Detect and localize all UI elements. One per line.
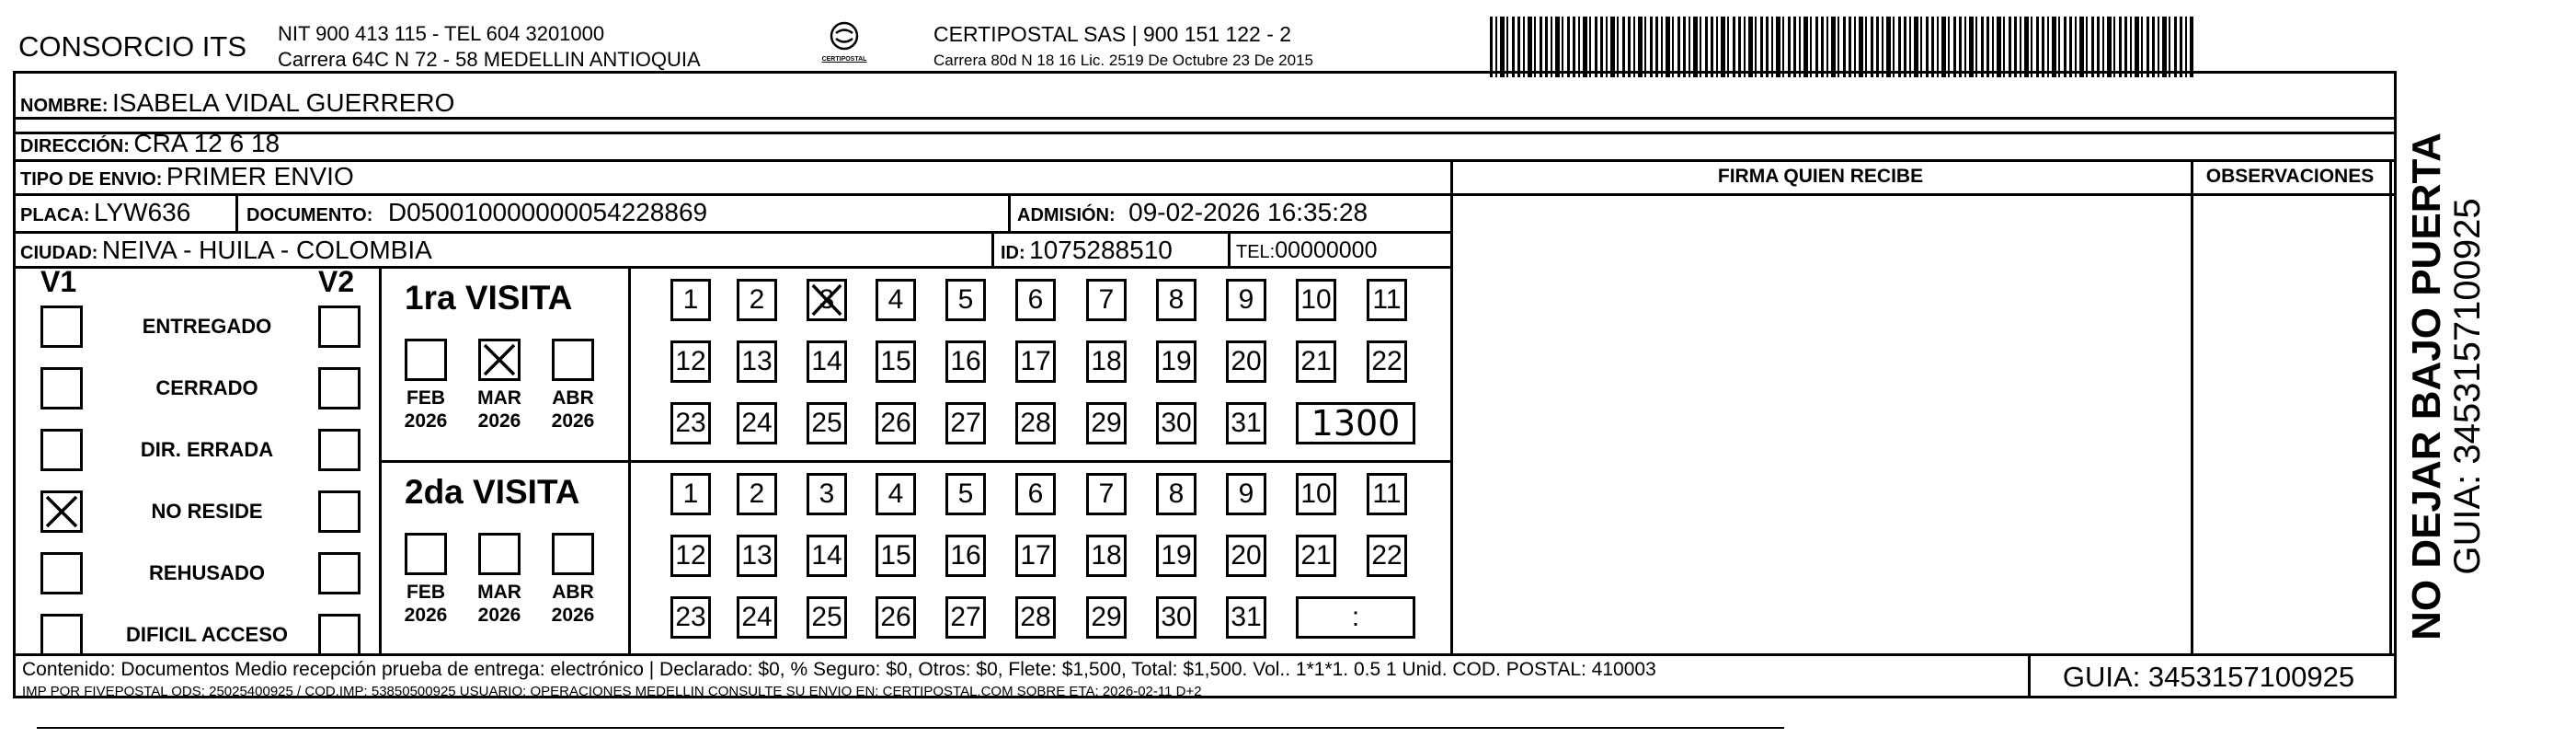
day-box[interactable]: 6 (1015, 279, 1056, 321)
day-box[interactable]: 24 (737, 402, 777, 444)
status-label: NO RESIDE (151, 500, 263, 523)
certipostal-logo: CERTIPOSTAL (817, 20, 872, 68)
status-v1-checkbox[interactable] (40, 306, 83, 348)
day-box[interactable]: 9 (1226, 473, 1266, 515)
day-box[interactable]: 22 (1367, 535, 1407, 577)
certipostal-logo-icon (826, 20, 863, 52)
id-row: ID: 1075288510 (1001, 236, 1173, 264)
day-box[interactable]: 5 (945, 473, 986, 515)
day-box[interactable]: 28 (1015, 402, 1056, 444)
month-checkbox[interactable] (478, 339, 521, 381)
city: NEIVA - HUILA - COLOMBIA (101, 236, 432, 264)
day-box[interactable]: 7 (1086, 473, 1127, 515)
day-box[interactable]: 30 (1156, 402, 1196, 444)
day-box[interactable]: 20 (1226, 340, 1266, 383)
recipient-tel: 00000000 (1275, 237, 1378, 263)
day-box[interactable]: 9 (1226, 279, 1266, 321)
day-box[interactable]: 1 (670, 473, 711, 515)
month-checkbox[interactable] (552, 533, 594, 575)
document-row: DOCUMENTO: D050010000000054228869 (246, 198, 708, 226)
company-nit: NIT 900 413 115 - TEL 604 3201000 (278, 22, 605, 45)
day-box[interactable]: 2 (737, 279, 777, 321)
day-box[interactable]: 29 (1086, 596, 1127, 639)
month-checkbox[interactable] (552, 339, 594, 381)
side-notice-warning: NO DEJAR BAJO PUERTA (2404, 133, 2449, 640)
day-box[interactable]: 4 (876, 279, 916, 321)
day-box[interactable]: 23 (670, 596, 711, 639)
status-v1-checkbox[interactable] (40, 429, 83, 471)
day-box[interactable]: 2 (737, 473, 777, 515)
status-label: DIR. ERRADA (140, 438, 274, 461)
status-label: CERRADO (155, 376, 258, 399)
admission-row: ADMISIÓN: 09-02-2026 16:35:28 (1017, 198, 1368, 226)
day-box[interactable]: 7 (1086, 279, 1127, 321)
signature-area[interactable] (1453, 195, 2189, 652)
carrier-name: CERTIPOSTAL SAS | 900 151 122 - 2 (933, 22, 1292, 46)
visit-time-box[interactable]: 1300 (1296, 402, 1415, 444)
day-box[interactable]: 19 (1156, 340, 1196, 383)
day-box[interactable]: 11 (1367, 279, 1407, 321)
day-box[interactable]: 30 (1156, 596, 1196, 639)
day-box[interactable]: 17 (1015, 535, 1056, 577)
day-box[interactable]: 3 (807, 279, 847, 321)
footer-guia: GUIA: 3453157100925 (2062, 661, 2355, 693)
month-label: ABR 2026 (551, 387, 595, 432)
v2-header: V2 (318, 265, 355, 298)
admission-date: 09-02-2026 16:35:28 (1128, 198, 1368, 226)
day-box[interactable]: 15 (876, 340, 916, 383)
tel-row: TEL:00000000 (1236, 237, 1378, 263)
day-box[interactable]: 29 (1086, 402, 1127, 444)
day-box[interactable]: 14 (807, 535, 847, 577)
status-label: ENTREGADO (142, 315, 272, 338)
day-box[interactable]: 26 (876, 596, 916, 639)
side-notice (2406, 133, 2487, 640)
status-v2-checkbox[interactable] (318, 429, 361, 471)
day-box[interactable]: 24 (737, 596, 777, 639)
recipient-name-row: NOMBRE: ISABELA VIDAL GUERRERO (20, 88, 455, 117)
month-label: MAR 2026 (477, 387, 521, 432)
month-label: FEB 2026 (404, 387, 448, 432)
day-box[interactable]: 6 (1015, 473, 1056, 515)
day-box[interactable]: 12 (670, 340, 711, 383)
day-box[interactable]: 18 (1086, 535, 1127, 577)
city-row: CIUDAD: NEIVA - HUILA - COLOMBIA (20, 236, 432, 264)
recipient-address-row: DIRECCIÓN: CRA 12 6 18 (20, 129, 280, 157)
month-checkbox[interactable] (478, 533, 521, 575)
document-number: D050010000000054228869 (387, 198, 708, 226)
day-box[interactable]: 20 (1226, 535, 1266, 577)
day-box[interactable]: 10 (1296, 279, 1336, 321)
recipient-id: 1075288510 (1029, 236, 1173, 264)
month-label: ABR 2026 (551, 582, 595, 626)
side-notice-guia: GUIA: 3453157100925 (2447, 198, 2488, 575)
status-label: DIFICIL ACCESO (125, 623, 288, 646)
status-v2-checkbox[interactable] (318, 306, 361, 348)
v1-header: V1 (40, 265, 77, 298)
plate-number: LYW636 (94, 198, 191, 226)
plate-row: PLACA: LYW636 (20, 198, 191, 226)
recipient-address: CRA 12 6 18 (133, 129, 280, 157)
send-type: PRIMER ENVIO (166, 162, 354, 190)
day-box[interactable]: 8 (1156, 473, 1196, 515)
visit-title: 2da VISITA (405, 473, 580, 511)
barcode (1490, 17, 2193, 77)
day-box[interactable]: 19 (1156, 535, 1196, 577)
day-box[interactable]: 23 (670, 402, 711, 444)
status-label: REHUSADO (149, 561, 265, 584)
status-v1-checkbox[interactable] (40, 367, 83, 409)
day-box[interactable]: 17 (1015, 340, 1056, 383)
month-checkbox[interactable] (405, 339, 447, 381)
day-box[interactable]: 15 (876, 535, 916, 577)
day-box[interactable]: 16 (945, 340, 986, 383)
day-box[interactable]: 31 (1226, 402, 1266, 444)
carrier-address: Carrera 80d N 18 16 Lic. 2519 De Octubre 23 De 2015 (933, 52, 1313, 69)
status-v1-checkbox[interactable] (40, 490, 83, 533)
status-v1-checkbox[interactable] (40, 552, 83, 594)
month-label: FEB 2026 (404, 582, 448, 626)
status-v2-checkbox[interactable] (318, 490, 361, 533)
day-box[interactable]: 25 (807, 596, 847, 639)
observations-area[interactable] (2193, 195, 2387, 652)
day-box[interactable]: 16 (945, 535, 986, 577)
day-box[interactable]: 12 (670, 535, 711, 577)
visit-title: 1ra VISITA (405, 279, 573, 317)
status-v2-checkbox[interactable] (318, 367, 361, 409)
day-box[interactable]: 21 (1296, 340, 1336, 383)
day-box[interactable]: 21 (1296, 535, 1336, 577)
day-box[interactable]: 8 (1156, 279, 1196, 321)
day-box[interactable]: 3 (807, 473, 847, 515)
observations-header: OBSERVACIONES (2205, 166, 2375, 187)
company-name: CONSORCIO ITS (18, 30, 247, 63)
company-address: Carrera 64C N 72 - 58 MEDELLIN ANTIOQUIA (278, 48, 701, 71)
recipient-name: ISABELA VIDAL GUERRERO (112, 88, 455, 117)
visit-time-box[interactable]: : (1296, 596, 1415, 639)
day-box[interactable]: 25 (807, 402, 847, 444)
day-box[interactable]: 22 (1367, 340, 1407, 383)
day-box[interactable]: 14 (807, 340, 847, 383)
day-box[interactable]: 26 (876, 402, 916, 444)
footer-print-info: IMP POR FIVEPOSTAL ODS: 25025400925 / COD.IMP: 53850500925 USUARIO: OPERACIONES MEDELLIN CONSULTE SU ENVIO EN: CERTIPOSTAL.COM SOBRE ETA: 2026-02-11 D+2 (22, 684, 1202, 699)
day-box[interactable]: 13 (737, 340, 777, 383)
day-box[interactable]: 28 (1015, 596, 1056, 639)
month-label: MAR 2026 (477, 582, 521, 626)
signature-header: FIRMA QUIEN RECIBE (1717, 166, 1924, 187)
day-box[interactable]: 1 (670, 279, 711, 321)
day-box[interactable]: 10 (1296, 473, 1336, 515)
status-v2-checkbox[interactable] (318, 614, 361, 656)
day-box[interactable]: 11 (1367, 473, 1407, 515)
day-box[interactable]: 13 (737, 535, 777, 577)
day-box[interactable]: 18 (1086, 340, 1127, 383)
send-type-row: TIPO DE ENVIO: PRIMER ENVIO (20, 162, 354, 190)
day-box[interactable]: 31 (1226, 596, 1266, 639)
day-box[interactable]: 5 (945, 279, 986, 321)
footer-content: Contenido: Documentos Medio recepción prueba de entrega: electrónico | Declarado: $0, % Seguro: $0, Otros: $0, Flete: $1,500, Total: $1,500. Vol.. 1*1*1. 0.5 1 Unid. COD. POSTAL: 410003 (22, 659, 1656, 680)
day-box[interactable]: 27 (945, 596, 986, 639)
status-v1-checkbox[interactable] (40, 614, 83, 656)
status-v2-checkbox[interactable] (318, 552, 361, 594)
day-box[interactable]: 4 (876, 473, 916, 515)
day-box[interactable]: 27 (945, 402, 986, 444)
month-checkbox[interactable] (405, 533, 447, 575)
